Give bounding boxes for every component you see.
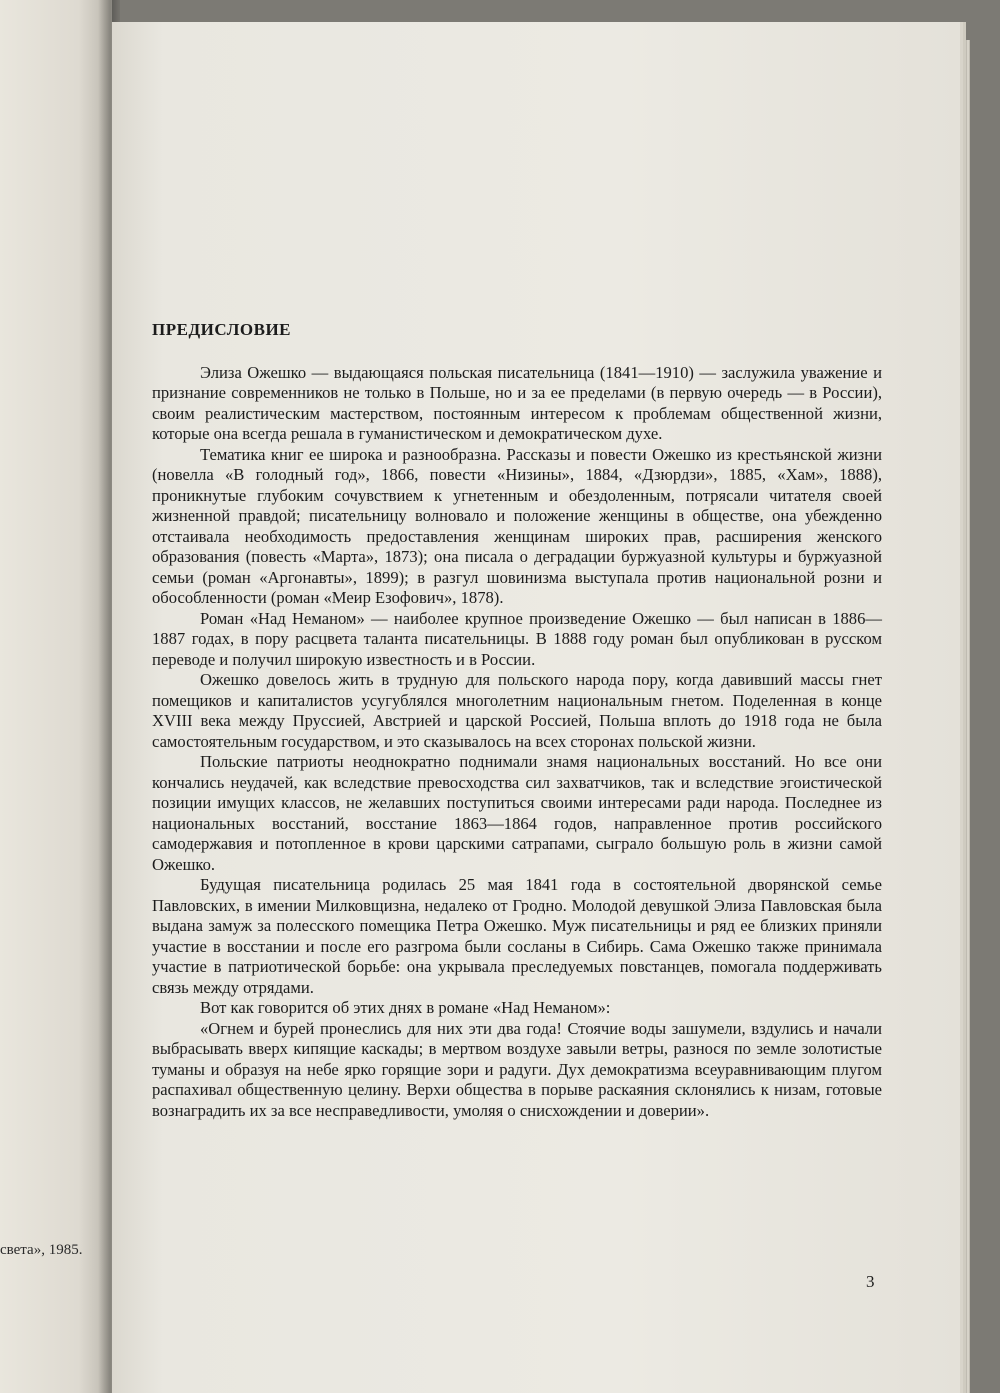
paragraph: Роман «Над Неманом» — наиболее крупное произведение Ожешко — был написан в 1886—1887 годах, в пору расцвета таланта писательницы. В 1888 году роман был опубликован в русском переводе и получил широкую известность и в России. (152, 608, 882, 669)
paragraph: Польские патриоты неоднократно поднимали знамя национальных восстаний. Но все они кончались неудачей, как вследствие превосходства сил захватчиков, так и вследствие эгоистической позиции имущих классов, не желавших поступиться своими интересами ради народа. Последнее из национальных восстаний, восстание 1863—1864 годов, направленное против российского самодержавия и потопленное в крови царскими сатрапами, сыграло большую роль в жизни самой Ожешко. (152, 752, 882, 874)
paragraph: Тематика книг ее широка и разнообразна. Рассказы и повести Ожешко из крестьянской жизни (новелла «В голодный год», 1866, повести «Низины», 1884, «Дзюрдзи», 1885, «Хам», 1888), проникнутые глубоким сочувствием к угнетенным и обездоленным, потрясали читателя своей жизненной правдой; писательницу волновало и положение женщины в обществе, она убежденно отстаивала необходимость предоставления женщинам широких прав, расширения женского образования (повесть «Марта», 1873); она писала о деградации буржуазной культуры и буржуазной семьи (роман «Аргонавты», 1899); в разгул шовинизма выступала против национальной розни и обособленности (роман «Меир Езофович», 1878). (152, 444, 882, 607)
page-content (152, 320, 882, 1121)
page-heading: ПРЕДИСЛОВИЕ (152, 320, 292, 339)
paragraph: Элиза Ожешко — выдающаяся польская писательница (1841—1910) — заслужила уважение и признание современников не только в Польше, но и за ее пределами (в первую очередь — в России), своим реалистическим мастерством, постоянным интересом к проблемам общественной жизни, которые она всегда решала в гуманистическом и демократическом духе. (152, 362, 882, 443)
page-number: 3 (866, 1272, 875, 1291)
left-page-footer: света», 1985. (0, 1242, 83, 1258)
quote-paragraph: «Огнем и бурей пронеслись для них эти два года! Стоячие воды зашумели, вздулись и начали выбрасывать вверх кипящие каскады; в мертвом воздухе завыли ветры, разнося по земле золотистые туманы и образуя на небе ярко горящие зори и радуги. Дух демократизма всеуравнивающим плугом распахивал общественную целину. Верхи общества в порыве раскаяния склонялись к низам, готовые вознаградить их за все несправедливости, умоляя о снисхождении и доверии». (152, 1018, 882, 1120)
left-page (0, 0, 112, 1393)
paragraph: Вот как говорится об этих днях в романе «Над Неманом»: (200, 998, 611, 1017)
paragraph: Ожешко довелось жить в трудную для польского народа пору, когда давивший массы гнет помещиков и капиталистов усугублялся многолетним национальным гнетом. Поделенная в конце XVIII века между Пруссией, Австрией и царской Россией, Польша вплоть до 1918 года не была самостоятельным государством, и это сказывалось на всех сторонах польской жизни. (152, 670, 882, 751)
paragraph: Будущая писательница родилась 25 мая 1841 года в состоятельной дворянской семье Павловских, в имении Милковщизна, недалеко от Гродно. Молодой девушкой Элиза Павловская была выдана замуж за полесского помещика Петра Ожешко. Муж писательницы и ряд ее близких приняли участие в восстании и после его разгрома были сосланы в Сибирь. Сама Ожешко также принимала участие в патриотической борьбе: она укрывала преследуемых повстанцев, помогала поддерживать связь между отрядами. (152, 875, 882, 997)
